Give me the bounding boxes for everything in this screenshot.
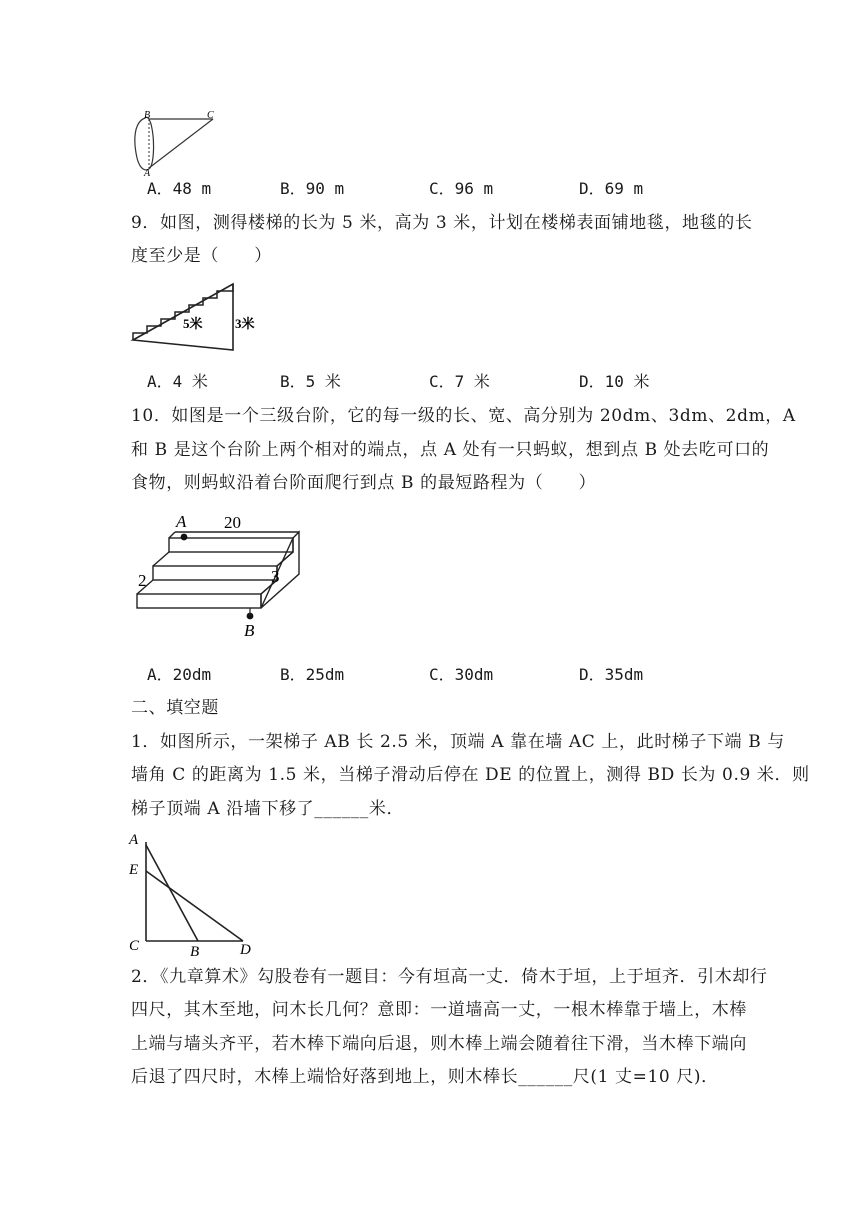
q10-point-a — [181, 534, 188, 541]
q9-option-d[interactable]: D．10 米 — [579, 372, 650, 391]
q10-option-a[interactable]: A．20dm — [147, 665, 212, 684]
q10-label-length: 20 — [224, 513, 241, 532]
q8-option-d[interactable]: D．69 m — [579, 179, 644, 198]
q10-text-line-1: 10．如图是一个三级台阶，它的每一级的长、宽、高分别为 20dm、3dm、2dm，A — [131, 406, 796, 426]
fill1-label-c: C — [129, 938, 140, 954]
fill1-label-d: D — [240, 942, 251, 958]
q10-label-height: 2 — [138, 571, 147, 590]
q8-diagonal-line — [149, 119, 213, 168]
q10-text-line-3: 食物，则蚂蚁沿着台阶面爬行到点 B 的最短路程为（ ） — [131, 473, 597, 493]
q9-option-a[interactable]: A．4 米 — [147, 372, 208, 391]
fill2-text-line-2: 四尺，其木至地，问木长几何？意即：一道墙高一丈，一根木棒靠于墙上，木棒 — [131, 1000, 747, 1020]
q9-label-height: 3米 — [235, 316, 255, 331]
q9-option-b[interactable]: B．5 米 — [280, 372, 341, 391]
q9-stairs-figure — [129, 280, 269, 354]
q8-option-c[interactable]: C．96 m — [429, 179, 494, 198]
q9-label-length: 5米 — [183, 316, 203, 331]
fill1-ladder-figure — [127, 828, 267, 958]
q10-step-middle — [153, 566, 277, 580]
q9-option-c[interactable]: C．7 米 — [429, 372, 490, 391]
fill2-text-line-3: 上端与墙头齐平，若木棒下端向后退，则木棒上端会随着往下滑，当木棒下端向 — [131, 1034, 747, 1054]
fill2-text-line-4: 后退了四尺时，木棒上端恰好落到地上，则木棒长______尺(1 丈=10 尺)． — [131, 1067, 719, 1087]
q8-label-a: A — [144, 168, 151, 179]
q10-label-width: 3 — [271, 567, 280, 586]
fill1-text-line-2: 墙角 C 的距离为 1.5 米，当梯子滑动后停在 DE 的位置上，测得 BD 长为 0.9 米．则 — [131, 765, 810, 785]
q10-label-b: B — [244, 621, 255, 640]
q9-text-line-1: 9．如图，测得楼梯的长为 5 米，高为 3 米，计划在楼梯表面铺地毯，地毯的长 — [131, 213, 753, 233]
fill1-label-e: E — [129, 862, 139, 878]
fill1-text-line-3: 梯子顶端 A 沿墙下移了______米． — [131, 799, 405, 819]
q8-option-b[interactable]: B．90 m — [280, 179, 345, 198]
q8-figure — [128, 110, 228, 179]
q10-text-line-2: 和 B 是这个台阶上两个相对的端点，点 A 处有一只蚂蚁，想到点 B 处去吃可口的 — [131, 440, 770, 460]
q10-steps-figure — [128, 512, 308, 642]
q8-option-a[interactable]: A．48 m — [147, 179, 212, 198]
fill1-label-b: B — [190, 944, 200, 960]
q9-text-line-2: 度至少是（ ） — [131, 246, 272, 266]
fill1-ladder-de — [146, 871, 243, 941]
q10-option-b[interactable]: B．25dm — [280, 665, 345, 684]
q10-step-top — [169, 538, 293, 552]
q10-option-c[interactable]: C．30dm — [429, 665, 494, 684]
q10-label-a: A — [176, 512, 187, 531]
q10-option-d[interactable]: D．35dm — [579, 665, 644, 684]
fill1-ladder-ab — [146, 845, 198, 941]
q8-label-b: B — [144, 110, 151, 121]
fill1-label-a: A — [129, 832, 139, 848]
q8-label-c: C — [207, 110, 214, 121]
fill2-text-line-1: 2．《九章算术》勾股卷有一题目：今有垣高一丈．倚木于垣，上于垣齐．引木却行 — [131, 967, 768, 987]
q8-building-outline — [135, 117, 154, 170]
fill1-text-line-1: 1．如图所示，一架梯子 AB 长 2.5 米，顶端 A 靠在墙 AC 上，此时梯子下端 B 与 — [131, 732, 785, 752]
section-title: 二、填空题 — [131, 698, 219, 718]
q10-step-bottom — [137, 594, 261, 608]
